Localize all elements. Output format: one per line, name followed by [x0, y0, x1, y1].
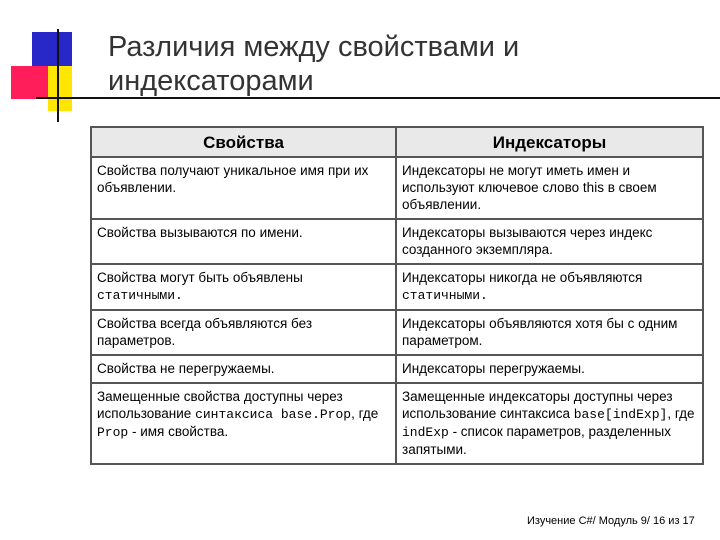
table-row: [91, 310, 703, 355]
cell-text: - имя свойства.: [128, 424, 229, 439]
property-cell: [91, 383, 396, 464]
table-header-row: [91, 127, 703, 157]
cell-text: Индексаторы вызываются через индекс созданного экземпляра.: [402, 225, 653, 257]
code-text: base[indExp]: [573, 407, 668, 422]
cell-text: Индексаторы не могут иметь имен и используют ключевое слово this в своем объявлении.: [402, 163, 657, 212]
comparison-table: [90, 126, 704, 465]
property-cell: [91, 355, 396, 383]
indexer-cell: [396, 219, 703, 264]
cell-text: Индексаторы никогда не объявляются: [402, 270, 643, 285]
table-row: [91, 383, 703, 464]
cell-text: Замещенные индексаторы доступны через использование синтаксиса: [402, 389, 673, 421]
cell-text: Свойства вызываются по имени.: [97, 225, 303, 240]
decor-vertical-line: [57, 29, 59, 122]
table-row: [91, 157, 703, 219]
code-text: статичными.: [402, 288, 488, 303]
property-cell: [91, 157, 396, 219]
table-row: [91, 219, 703, 264]
cell-text: , где: [351, 406, 379, 421]
cell-text: , где: [667, 406, 695, 421]
indexer-cell: [396, 383, 703, 464]
cell-text: Свойства всегда объявляются без параметров.: [97, 316, 313, 348]
indexer-cell: [396, 355, 703, 383]
cell-text: Замещенные свойства доступны через использование: [97, 389, 343, 421]
code-text: Prop: [97, 425, 129, 440]
slide-title-line-1: Различия между свойствами и: [108, 31, 520, 63]
cell-text: Индексаторы перегружаемы.: [402, 361, 585, 376]
header-indexers: Индексаторы: [396, 127, 703, 157]
table-row: [91, 355, 703, 383]
decor-yellow-square-lower: [48, 99, 72, 111]
table-body: [91, 157, 703, 464]
code-text: синтаксиса base.Prop: [195, 407, 352, 422]
indexer-cell: [396, 157, 703, 219]
code-text: статичными.: [97, 288, 183, 303]
cell-text: Свойства не перегружаемы.: [97, 361, 275, 376]
slide-title-line-2: индексаторами: [108, 65, 314, 97]
header-properties: Свойства: [91, 127, 396, 157]
cell-text: Индексаторы объявляются хотя бы с одним параметром.: [402, 316, 678, 348]
cell-text: Свойства могут быть объявлены: [97, 270, 303, 285]
decor-red-square: [11, 66, 49, 99]
indexer-cell: [396, 310, 703, 355]
slide-title: [108, 30, 519, 98]
code-text: indExp: [402, 425, 449, 440]
table-row: [91, 264, 703, 310]
cell-text: - список параметров, разделенных запятыми.: [402, 424, 671, 457]
slide-footer: Изучение C#/ Модуль 9/ 16 из 17: [527, 515, 695, 527]
indexer-cell: [396, 264, 703, 310]
decor-yellow-square: [48, 66, 72, 99]
property-cell: [91, 310, 396, 355]
cell-text: Свойства получают уникальное имя при их объявлении.: [97, 163, 369, 195]
property-cell: [91, 219, 396, 264]
property-cell: [91, 264, 396, 310]
